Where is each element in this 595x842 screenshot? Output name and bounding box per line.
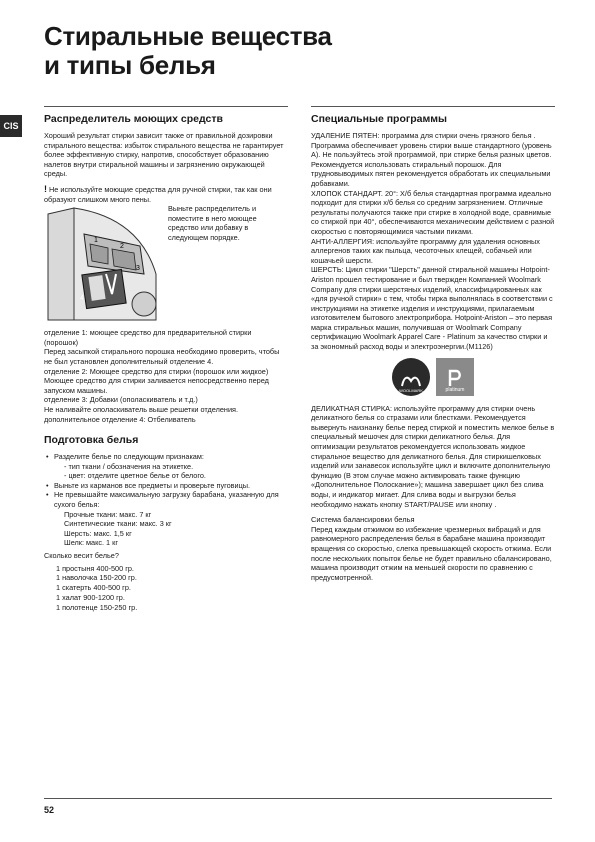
platinum-logo [436,358,474,396]
woolmark-icon [400,374,422,388]
bullet-sort: Разделите белье по следующим признакам: [54,452,204,462]
bullet-pockets: Выньте из карманов все предметы и проверьте пуговицы. [54,480,251,490]
delicate-text: ДЕЛИКАТНАЯ СТИРКА: используйте программу для стирки очень деликатного белья со стразами или блестками. Рекомендуется вывернуть наизнанку белье перед стиркой и поместить мелкое белье в специальный мешочек для стирки деликатного белья. Для оптимизации результатов рекомендуется использовать жидкое стиральное вещество для деликатного белья. Для стиркишелковых изделий или занавесок используйте цикл и включите дополнительную функцию (В этом случае можно активировать также функцию «Дополнительное Полоскание»); машина завершает цикл без слива воды, и индикатор мигает. Для слива воды и выгрузки белья необходимо нажать кнопку START/PAUSE или кнопку . [311,403,555,509]
dispenser-heading: Распределитель моющих средств [44,113,223,125]
warning-text: Не используйте моющие средства для ручной стирки, так как они образуют слишком много пены. [44,184,272,204]
list-item: 1 халат 900-1200 гр. [56,593,125,603]
load-synthetic: Синтетические ткани: макс. 3 кг [64,519,172,529]
compartment-3: отделение 3: Добавки (ополаскиватель и т.д.) [44,395,198,405]
compartment-3-note: Не наливайте ополаскиватель выше решетки отделения. [44,404,239,414]
compartment-4: дополнительное отделение 4: Отбеливатель [44,414,196,424]
compartment-2-note: Моющее средство для стирки заливается непосредственно перед запуском машины. [44,376,269,395]
compartment-label-2: 2 [120,243,124,251]
dispenser-intro: Хороший результат стирки зависит также от правильной дозировки стирального вещества: избыток стирального вещества не гарантирует более эффективную стирку, напротив, способствует образованию налетов внутри стиральной машины и загрязнению окружающей среды. [44,131,284,179]
footer-rule [44,798,552,799]
title-line-1: Стиральные вещества [44,21,332,51]
sort-type: - тип ткани / обозначения на этикетке. [64,461,194,471]
dispenser-figure-row [44,204,284,324]
preparation-heading: Подготовка белья [44,434,139,447]
certification-logos [311,358,555,396]
stain-removal-text: УДАЛЕНИЕ ПЯТЕН: программа для стирки очень грязного белья . Программа обеспечивает уровень стирки выше стандартного (уровень A). Не пользуйтесь этой программой, при стирке белья разных цветов. Рекомендуется использовать стиральный порошок. Для трудновыводимых пятен рекомендуется обработать их специальными добавками. [311,131,552,188]
compartment-label-4: 4 [80,295,84,303]
weights-list [56,564,284,613]
right-column [311,106,555,582]
warning-icon: ! [44,183,47,194]
compartment-1: отделение 1: моющее средство для предварительной стирки (порошок) [44,328,252,347]
list-item [54,481,284,491]
bullet-max-load: Не превышайте максимальную загрузку барабана, указанную для сухого белья: [54,490,279,510]
woolmark-label: WOOLMARK [399,387,423,393]
compartment-label-1: 1 [94,237,98,245]
platinum-icon [447,369,463,387]
load-cotton: Прочные ткани: макс. 7 кг [64,509,152,519]
page-number: 52 [44,805,55,815]
dispenser-warning [44,185,284,204]
wool-text: ШЕРСТЬ: Цикл стирки "Шерсть" данной стиральной машины Hotpoint-Ariston прошел тестирование и был твержден Компанией Woolmark Company для стирки шерстяных изделий, классифицированных как «для ручной стирки» с тем, чтобы тирка выполнялась в соответствии с инструкциями на этикетке изделия и инструкциями, прилагаемым изготовителем бытового электроприбора. Hotpoint-Ariston – это первая марка стиральных машин, получившая от Woolmark Company сертификацию Woolmark Apparel Care - Platinum за качество стирки и за экономный расход воды и электроэнергии.(M1126) [311,265,553,352]
load-silk: Шелк: макс. 1 кг [64,538,118,548]
weight-question: Сколько весит белье? [44,551,119,561]
page-title [44,22,332,80]
compartment-label-3: 3 [136,265,140,273]
list-item [54,490,284,548]
list-item: 1 наволочка 150-200 гр. [56,573,137,583]
platinum-label: platinum [445,386,465,393]
sort-color: - цвет: отделите цветное белье от белого. [64,471,206,481]
list-item [54,452,284,481]
title-line-2: и типы белья [44,50,216,80]
detergent-drawer-illustration [44,204,162,324]
compartment-2: отделение 2: Моющее средство для стирки (порошок или жидкое) [44,366,269,376]
anti-allergy-text: АНТИ-АЛЛЕРГИЯ: используйте программу для удаления основных аллергенов таких как пыльца, чесоточных клещей, собачьей или кошачьей шерсти. [311,236,540,265]
list-item: 1 полотенце 150-250 гр. [56,602,138,612]
special-programs-heading: Специальные программы [311,113,448,125]
woolmark-logo [392,358,430,396]
preparation-bullets [44,452,284,548]
compartment-1-note: Перед засыпкой стирального порошка необходимо проверить, чтобы не был установлен дополнительный отделение 4. [44,347,280,366]
balance-text: Перед каждым отжимом во избежание чрезмерных вибраций и для равномерного распределения белья в барабане машина производит вращения со скоростью, слегка превышающей скорость отжима. Если после нескольких попыток белье не будет правильно сбалансировано, машина производит отжим на меньшей скорости по сравнению с предусмотренной. [311,524,552,582]
compartments-list [44,328,284,424]
list-item: 1 скатерть 400-500 гр. [56,583,131,593]
balance-heading: Система балансировки белья [311,515,415,525]
language-tab: CIS [0,115,22,137]
figure-caption: Выньте распределитель и поместите в него моющее средство или добавку в следующем порядке. [168,204,257,242]
left-column [44,106,284,613]
list-item: 1 простыня 400-500 гр. [56,563,134,573]
load-wool: Шерсть: макс. 1,5 кг [64,528,132,538]
cotton-standard-text: ХЛОПОК СТАНДАРТ. 20°: Х/б белья стандартная программа идеально подходит для стирки х/б белья со средним загрязнением. Отличные результаты получаются также при стирке в холодной воде, сравнимые со стиркой при 40°, обеспечиваются механическим действием с разной скоростью с повторяющимися частыми пиками. [311,188,555,236]
